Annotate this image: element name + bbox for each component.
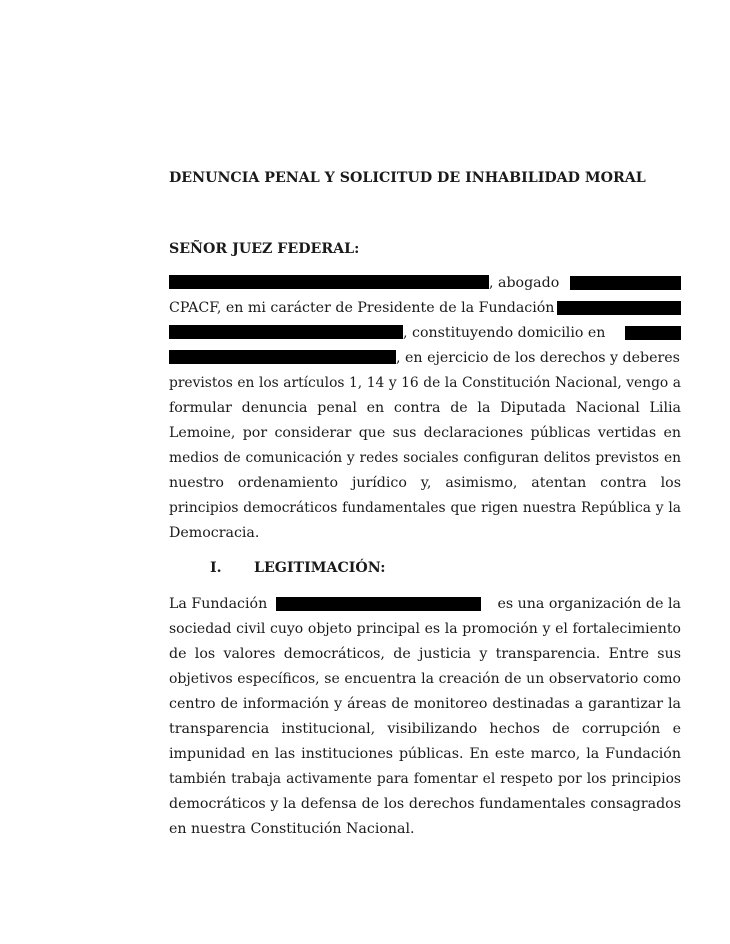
section-number: I. — [210, 560, 222, 576]
redacted-foundation-name-2 — [276, 597, 481, 611]
intro-line-2: CPACF, en mi carácter de Presidente de la Fundación — [169, 296, 681, 320]
section-line-1: La Fundación es una organización de la — [169, 596, 681, 612]
document-title: DENUNCIA PENAL Y SOLICITUD DE INHABILIDAD MORAL — [169, 170, 646, 186]
section-line-10: en nuestra Constitución Nacional. — [169, 821, 415, 837]
intro-line-4: , en ejercicio de los derechos y deberes — [169, 346, 681, 370]
redacted-address — [625, 326, 681, 340]
intro-line-3: , constituyendo domicilio en — [169, 321, 681, 345]
intro-line-5: previstos en los artículos 1, 14 y 16 de la Constitución Nacional, vengo a — [169, 375, 681, 391]
section-heading — [210, 558, 385, 578]
intro-line-11: Democracia. — [169, 525, 260, 541]
section-line-2: sociedad civil cuyo objeto principal es la promoción y el fortalecimiento — [169, 621, 681, 637]
section-line-5: centro de información y áreas de monitoreo destinadas a garantizar la — [169, 696, 681, 712]
section-line-4: objetivos específicos, se encuentra la creación de un observatorio como — [169, 671, 681, 687]
redacted-name — [169, 275, 489, 289]
intro-line-7: Lemoine, por considerar que sus declaraciones públicas vertidas en — [169, 425, 681, 441]
redacted-registration — [570, 276, 681, 290]
intro-line-10: principios democráticos fundamentales que rigen nuestra República y la — [169, 500, 681, 516]
section-line-8: también trabaja activamente para fomentar el respeto por los principios — [169, 771, 681, 787]
salutation: SEÑOR JUEZ FEDERAL: — [169, 241, 360, 257]
redacted-foundation-name-cont — [169, 325, 403, 339]
section-line-7: impunidad en las instituciones públicas. En este marco, la Fundación — [169, 746, 681, 762]
redacted-address-cont — [169, 350, 396, 364]
section-line-3: de los valores democráticos, de justicia y transparencia. Entre sus — [169, 646, 681, 662]
intro-line-8: medios de comunicación y redes sociales configuran delitos previstos en — [169, 450, 681, 466]
section-line-6: transparencia institucional, visibilizando hechos de corrupción e — [169, 721, 681, 737]
section-title: LEGITIMACIÓN: — [254, 560, 386, 576]
redacted-foundation-name — [557, 301, 681, 315]
section-line-9: democráticos y la defensa de los derechos fundamentales consagrados — [169, 796, 681, 812]
intro-line-1: , abogado — [169, 271, 681, 295]
intro-line-9: nuestro ordenamiento jurídico y, asimismo, atentan contra los — [169, 475, 681, 491]
intro-line-6: formular denuncia penal en contra de la Diputada Nacional Lilia — [169, 400, 681, 416]
